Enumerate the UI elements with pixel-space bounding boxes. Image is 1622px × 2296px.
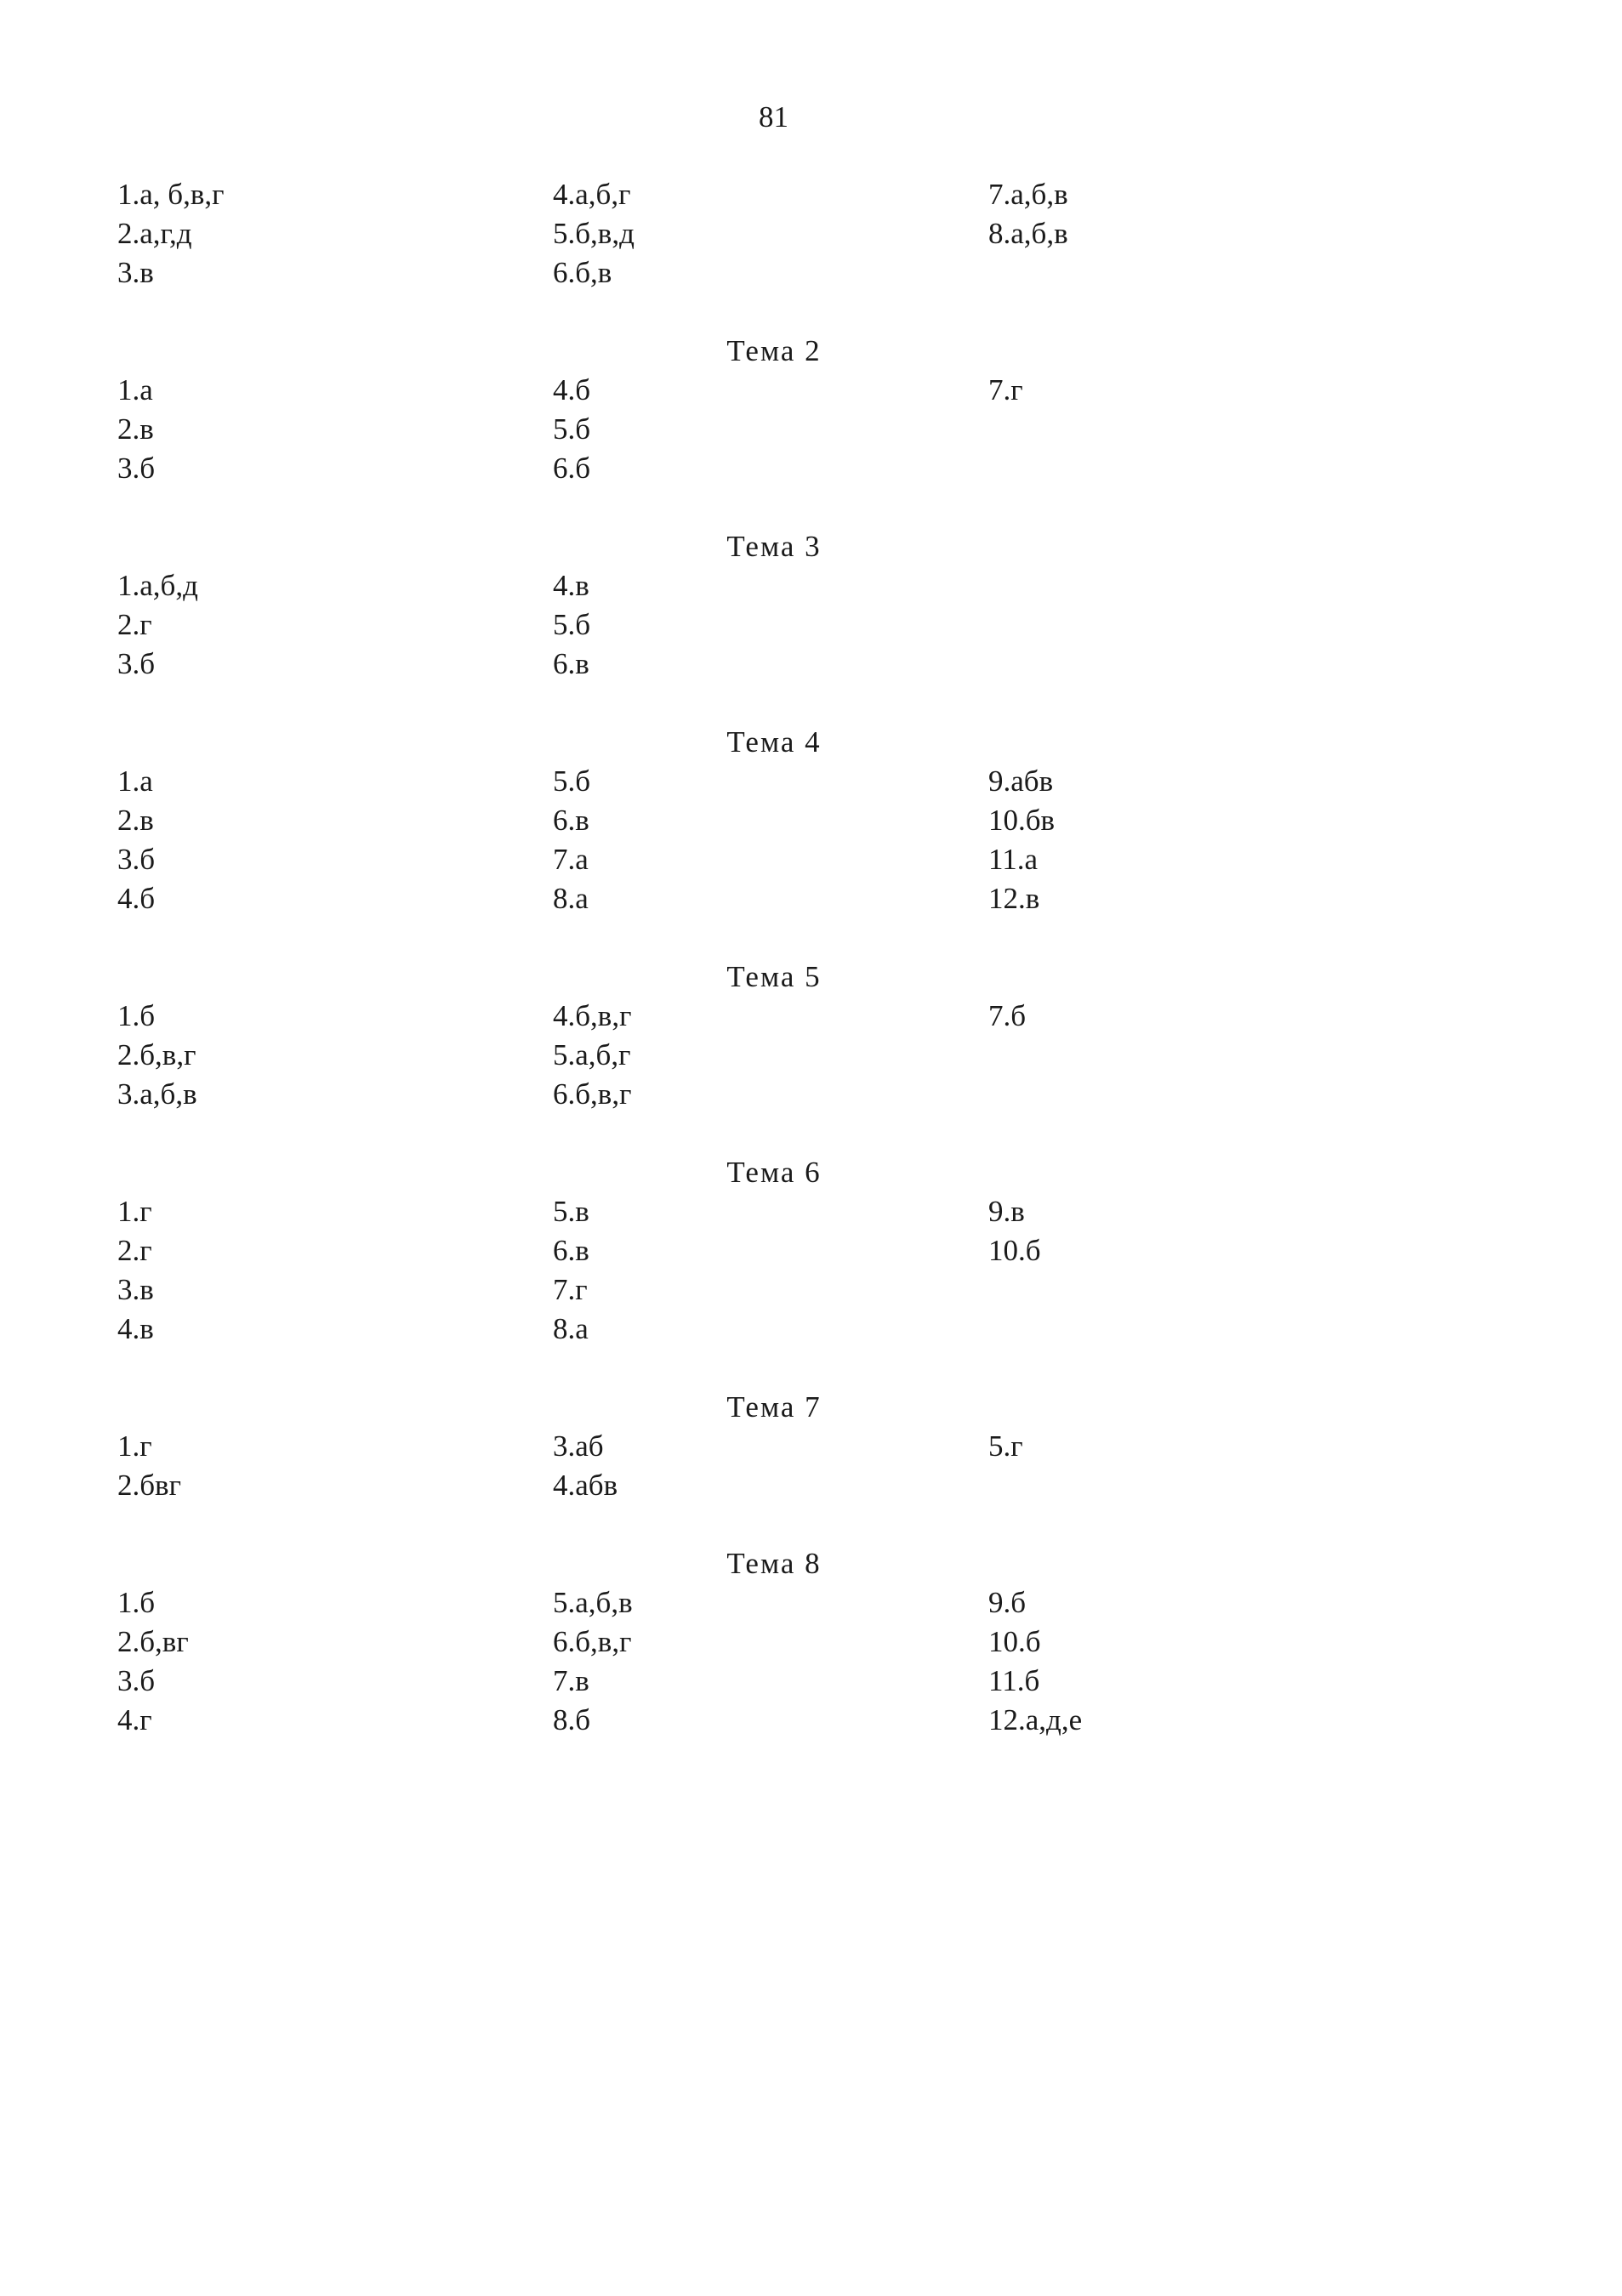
- answer-item: 4.б: [117, 882, 156, 915]
- answer-item: 1.г: [117, 1429, 152, 1463]
- answer-column: [117, 1583, 553, 1740]
- answer-item: 1.а: [117, 373, 153, 406]
- answer-item: 5.б,в,д: [553, 217, 635, 250]
- answer-grid: [117, 762, 1393, 918]
- answer-column: [553, 1192, 988, 1349]
- answer-item: 2.б,в,г: [117, 1038, 196, 1071]
- answer-item: 5.а,б,в: [553, 1586, 633, 1619]
- answer-item: 7.г: [988, 373, 1023, 406]
- answer-column: [117, 1192, 553, 1349]
- answer-item: 4.б,в,г: [553, 999, 632, 1032]
- answer-column: [553, 371, 988, 488]
- answer-item: 10.б: [988, 1625, 1041, 1658]
- answer-item: 7.в: [553, 1664, 589, 1697]
- answer-item: 7.б: [988, 999, 1027, 1032]
- answer-item: 1.б: [117, 1586, 156, 1619]
- answer-column: [553, 762, 988, 918]
- answer-item: 10.б: [988, 1234, 1041, 1267]
- answer-item: 2.бвг: [117, 1469, 181, 1502]
- answer-item: 6.б,в,г: [553, 1625, 632, 1658]
- section-title: Тема 7: [726, 1390, 822, 1424]
- answer-item: 5.б: [553, 412, 591, 446]
- answer-item: 2.а,г,д: [117, 217, 192, 250]
- answer-item: 7.а,б,в: [988, 178, 1068, 211]
- page-number: 81: [759, 100, 788, 134]
- answer-item: 3.в: [117, 1273, 154, 1306]
- answer-column: [553, 1427, 988, 1505]
- answer-item: 3.а,б,в: [117, 1077, 197, 1111]
- answer-item: 9.в: [988, 1195, 1025, 1228]
- answer-item: 11.б: [988, 1664, 1040, 1697]
- answer-item: 3.б: [117, 647, 156, 680]
- answer-column: [553, 997, 988, 1114]
- answer-item: 8.а,б,в: [988, 217, 1068, 250]
- answer-item: 10.бв: [988, 804, 1056, 837]
- answer-item: 4.б: [553, 373, 591, 406]
- answer-item: 3.аб: [553, 1429, 604, 1463]
- answer-grid: [117, 1583, 1393, 1740]
- answer-item: 2.в: [117, 804, 154, 837]
- answer-column: [553, 566, 988, 684]
- answer-item: 5.б: [553, 764, 591, 798]
- section-title: Тема 2: [726, 334, 822, 367]
- section-title: Тема 6: [726, 1156, 822, 1189]
- answer-item: 7.а: [553, 843, 589, 876]
- answer-grid: [117, 1192, 1393, 1349]
- answer-item: 5.г: [988, 1429, 1023, 1463]
- answer-item: 9.б: [988, 1586, 1027, 1619]
- answer-column: [117, 997, 553, 1114]
- answer-item: 2.г: [117, 608, 152, 641]
- answer-item: 5.б: [553, 608, 591, 641]
- answer-section: [117, 1388, 1393, 1505]
- answer-item: 4.в: [553, 569, 589, 602]
- answer-grid: [117, 371, 1393, 488]
- answer-item: 3.б: [117, 452, 156, 485]
- answer-column: [553, 1583, 988, 1740]
- answer-item: 4.а,б,г: [553, 178, 631, 211]
- section-title: Тема 5: [726, 960, 822, 993]
- answer-item: 6.б,в,г: [553, 1077, 632, 1111]
- answer-item: 8.а: [553, 882, 589, 915]
- answer-section: [117, 175, 1393, 293]
- answer-item: 12.а,д,е: [988, 1703, 1083, 1736]
- answer-item: 2.б,вг: [117, 1625, 189, 1658]
- answer-column: [553, 175, 988, 293]
- answer-grid: [117, 1427, 1393, 1505]
- answer-column: [988, 997, 1393, 1114]
- answer-item: 3.б: [117, 1664, 156, 1697]
- answer-column: [117, 566, 553, 684]
- answer-column: [988, 1192, 1393, 1349]
- answer-item: 7.г: [553, 1273, 588, 1306]
- answer-column: [117, 1427, 553, 1505]
- answer-item: 4.абв: [553, 1469, 618, 1502]
- answer-section: [117, 723, 1393, 918]
- answer-column: [117, 371, 553, 488]
- answer-item: 3.в: [117, 256, 154, 289]
- answer-section: [117, 332, 1393, 488]
- answer-grid: [117, 175, 1393, 293]
- answer-column: [988, 371, 1393, 488]
- answer-column: [988, 175, 1393, 293]
- answer-item: 2.в: [117, 412, 154, 446]
- answer-grid: [117, 566, 1393, 684]
- answer-grid: [117, 997, 1393, 1114]
- answer-item: 5.в: [553, 1195, 589, 1228]
- answer-item: 4.г: [117, 1703, 152, 1736]
- answer-item: 4.в: [117, 1312, 154, 1345]
- answer-item: 1.б: [117, 999, 156, 1032]
- answer-column: [117, 175, 553, 293]
- answer-section: [117, 1153, 1393, 1349]
- answer-item: 6.в: [553, 647, 589, 680]
- answer-item: 1.г: [117, 1195, 152, 1228]
- answer-section: [117, 1544, 1393, 1740]
- answer-item: 1.а,б,д: [117, 569, 198, 602]
- answer-column: [988, 566, 1393, 684]
- answer-item: 11.а: [988, 843, 1038, 876]
- answer-column: [988, 1427, 1393, 1505]
- answer-item: 2.г: [117, 1234, 152, 1267]
- answer-item: 6.в: [553, 1234, 589, 1267]
- answer-column: [117, 762, 553, 918]
- answer-item: 8.а: [553, 1312, 589, 1345]
- answer-item: 8.б: [553, 1703, 591, 1736]
- answer-item: 6.б,в: [553, 256, 612, 289]
- answer-key: [117, 175, 1393, 1740]
- answer-section: [117, 958, 1393, 1114]
- answer-item: 3.б: [117, 843, 156, 876]
- answer-item: 6.в: [553, 804, 589, 837]
- answer-item: 9.абв: [988, 764, 1054, 798]
- answer-item: 5.а,б,г: [553, 1038, 631, 1071]
- answer-section: [117, 527, 1393, 684]
- section-title: Тема 4: [726, 725, 822, 759]
- answer-column: [988, 1583, 1393, 1740]
- answer-item: 1.а, б,в,г: [117, 178, 225, 211]
- answer-item: 12.в: [988, 882, 1040, 915]
- answer-column: [988, 762, 1393, 918]
- section-title: Тема 3: [726, 530, 822, 563]
- section-title: Тема 8: [726, 1547, 822, 1580]
- answer-item: 1.а: [117, 764, 153, 798]
- answer-item: 6.б: [553, 452, 591, 485]
